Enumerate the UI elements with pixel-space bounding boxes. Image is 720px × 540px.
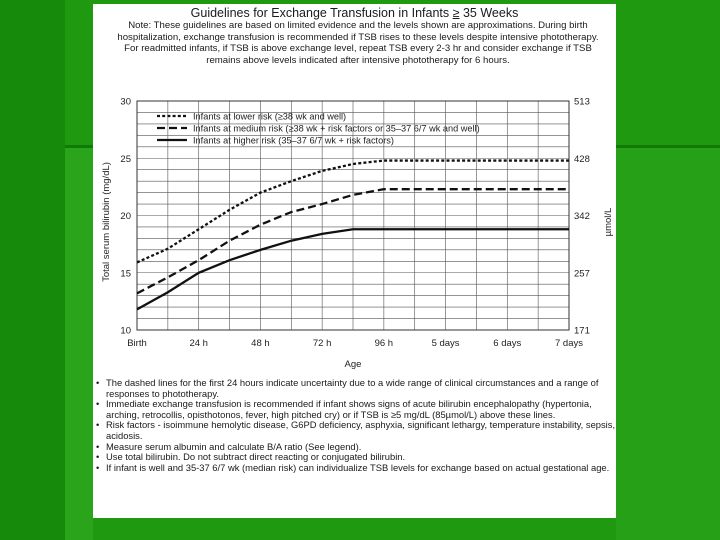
note-item: • The dashed lines for the first 24 hours indicate uncertainty due to a wide range of clinical circumstances and a range of responses to phototherapy. (93, 378, 616, 399)
notes-list (93, 378, 616, 473)
x-axis-label: Age (344, 359, 362, 370)
title-geq: ≥ (452, 6, 460, 20)
x-tick-label: 5 days (431, 338, 460, 349)
y-right-tick-label: 513 (574, 96, 590, 108)
y-tick-label: 30 (120, 96, 131, 108)
background-band-right (616, 145, 720, 540)
x-tick-label: 6 days (493, 338, 522, 349)
chart-legend (157, 111, 480, 145)
note-item: • Risk factors - isoimmune hemolytic disease, G6PD deficiency, asphyxia, significant lethargy, temperature instability, sepsis, acidosis. (93, 420, 616, 441)
x-tick-label: 96 h (374, 338, 394, 349)
x-tick-label: 48 h (251, 338, 270, 349)
title-prefix: Guidelines for Exchange Transfusion in Infants (190, 6, 453, 20)
y-tick-label: 10 (120, 325, 131, 337)
note-item: • Use total bilirubin. Do not subtract direct reacting or conjugated bilirubin. (93, 452, 616, 463)
legend-label: Infants at medium risk (≥38 wk + risk factors or 35–37 6/7 wk and well) (193, 123, 480, 134)
background-band-left (0, 0, 65, 540)
x-tick-label: 72 h (312, 338, 332, 349)
y-axis-label: Total serum bilirubin (mg/dL) (101, 162, 112, 282)
note-item: • If infant is well and 35-37 6/7 wk (median risk) can individualize TSB levels for exchange based on actual gestational age. (93, 463, 616, 474)
y-right-tick-label: 428 (574, 153, 590, 165)
background-band-mid (65, 145, 93, 540)
x-tick-label: Birth (127, 338, 147, 349)
figure-note: Note: These guidelines are based on limited evidence and the levels shown are approximations. During birth hospitalization, exchange transfusion is recommended if TSB rises to these levels despite intensive phototherapy. For readmitted infants, if TSB is above exchange level, repeat TSB every 2-3 hr and consider exchange if TSB remains above levels indicated after intensive phototherapy for 6 hours. (117, 20, 599, 67)
exchange-transfusion-chart (93, 4, 616, 374)
y-axis-right-label: µmol/L (603, 207, 614, 237)
y-tick-label: 15 (120, 268, 131, 280)
legend-label: Infants at lower risk (≥38 wk and well) (193, 111, 347, 122)
y-tick-label: 25 (120, 153, 131, 165)
y-tick-label: 20 (120, 211, 131, 222)
title-suffix: 35 Weeks (459, 6, 519, 20)
note-item: • Measure serum albumin and calculate B/A ratio (See legend). (93, 442, 616, 453)
y-right-tick-label: 342 (574, 211, 590, 222)
note-item: • Immediate exchange transfusion is recommended if infant shows signs of acute bilirubin encephalopathy (hypertonia, arching, retrocollis, opisthotonos, fever, high pitched cry) or if TSB is ≥5 mg/dL (85µmol/L) above these lines. (93, 399, 616, 420)
guideline-figure (93, 4, 616, 518)
y-right-tick-label: 257 (574, 268, 590, 280)
legend-label: Infants at higher risk (35–37 6/7 wk + risk factors) (193, 135, 394, 146)
x-tick-label: 24 h (189, 338, 208, 349)
y-right-tick-label: 171 (574, 325, 590, 337)
x-tick-label: 7 days (555, 338, 583, 349)
